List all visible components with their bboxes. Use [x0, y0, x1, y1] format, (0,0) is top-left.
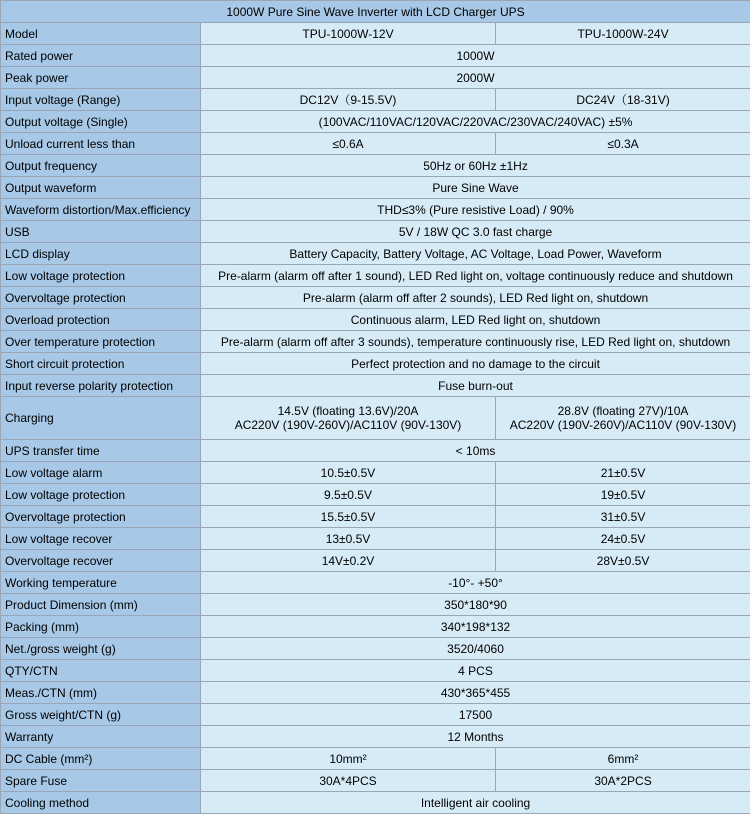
row-value: 50Hz or 60Hz ±1Hz [201, 155, 750, 177]
table-row [1, 550, 750, 572]
row-value-12v: 30A*4PCS [201, 770, 496, 792]
table-row [1, 89, 750, 111]
table-row [1, 748, 750, 770]
row-label: Warranty [1, 726, 201, 748]
table-row [1, 45, 750, 67]
row-value-24v [496, 397, 750, 440]
value-line: AC220V (190V-260V)/AC110V (90V-130V) [234, 418, 462, 432]
row-label: Charging [1, 397, 201, 440]
row-label: QTY/CTN [1, 660, 201, 682]
row-label: Overvoltage protection [1, 506, 201, 528]
value-line: 14.5V (floating 13.6V)/20A [277, 404, 419, 418]
table-row [1, 221, 750, 243]
row-value: Continuous alarm, LED Red light on, shutdown [201, 309, 750, 331]
row-label: UPS transfer time [1, 440, 201, 462]
row-value-24v: 19±0.5V [496, 484, 750, 506]
row-value: (100VAC/110VAC/120VAC/220VAC/230VAC/240VAC) ±5% [201, 111, 750, 133]
row-value: Pre-alarm (alarm off after 1 sound), LED Red light on, voltage continuously reduce and shutdown [201, 265, 750, 287]
row-value-24v: 24±0.5V [496, 528, 750, 550]
table-row [1, 506, 750, 528]
row-value-12v: TPU-1000W-12V [201, 23, 496, 45]
row-value-12v [201, 397, 496, 440]
table-row [1, 199, 750, 221]
row-value-24v: TPU-1000W-24V [496, 23, 750, 45]
row-label: Output waveform [1, 177, 201, 199]
row-label: Rated power [1, 45, 201, 67]
table-row [1, 726, 750, 748]
row-value: Fuse burn-out [201, 375, 750, 397]
row-value: 1000W [201, 45, 750, 67]
table-row [1, 309, 750, 331]
table-row [1, 353, 750, 375]
table-row [1, 704, 750, 726]
row-value: 430*365*455 [201, 682, 750, 704]
row-label: Waveform distortion/Max.efficiency [1, 199, 201, 221]
row-label: Packing (mm) [1, 616, 201, 638]
row-label: Short circuit protection [1, 353, 201, 375]
row-label: Low voltage alarm [1, 462, 201, 484]
row-label: LCD display [1, 243, 201, 265]
table-row [1, 155, 750, 177]
row-value: THD≤3% (Pure resistive Load) / 90% [201, 199, 750, 221]
row-label: USB [1, 221, 201, 243]
row-value: 350*180*90 [201, 594, 750, 616]
table-row [1, 770, 750, 792]
table-row [1, 67, 750, 89]
row-value-12v: ≤0.6A [201, 133, 496, 155]
table-row [1, 133, 750, 155]
table-row [1, 462, 750, 484]
row-value: Pure Sine Wave [201, 177, 750, 199]
table-row [1, 682, 750, 704]
row-value-24v: 21±0.5V [496, 462, 750, 484]
row-label: Input voltage (Range) [1, 89, 201, 111]
value-line: 28.8V (floating 27V)/10A [557, 404, 689, 418]
table-row [1, 265, 750, 287]
table-row [1, 528, 750, 550]
row-value: 17500 [201, 704, 750, 726]
row-label: Low voltage protection [1, 484, 201, 506]
table-row [1, 638, 750, 660]
row-label: Model [1, 23, 201, 45]
table-title: 1000W Pure Sine Wave Inverter with LCD Charger UPS [1, 1, 750, 23]
row-value-12v: 10mm² [201, 748, 496, 770]
table-row [1, 375, 750, 397]
row-value: Intelligent air cooling [201, 792, 750, 814]
row-label: Net./gross weight (g) [1, 638, 201, 660]
table-row [1, 440, 750, 462]
row-value: 3520/4060 [201, 638, 750, 660]
row-value-24v: 30A*2PCS [496, 770, 750, 792]
table-row [1, 572, 750, 594]
table-row [1, 792, 750, 814]
row-value: Pre-alarm (alarm off after 2 sounds), LED Red light on, shutdown [201, 287, 750, 309]
table-row [1, 177, 750, 199]
table-row [1, 243, 750, 265]
table-row [1, 111, 750, 133]
row-label: Low voltage recover [1, 528, 201, 550]
title-row [1, 1, 750, 23]
row-value-12v: 10.5±0.5V [201, 462, 496, 484]
row-label: Working temperature [1, 572, 201, 594]
row-value: 5V / 18W QC 3.0 fast charge [201, 221, 750, 243]
row-value: Battery Capacity, Battery Voltage, AC Voltage, Load Power, Waveform [201, 243, 750, 265]
table-row [1, 484, 750, 506]
row-value: 340*198*132 [201, 616, 750, 638]
row-value: 2000W [201, 67, 750, 89]
table-row [1, 331, 750, 353]
row-label: Output frequency [1, 155, 201, 177]
row-label: Gross weight/CTN (g) [1, 704, 201, 726]
row-label: Low voltage protection [1, 265, 201, 287]
row-label: Input reverse polarity protection [1, 375, 201, 397]
row-value: < 10ms [201, 440, 750, 462]
row-label: Overvoltage recover [1, 550, 201, 572]
row-label: Peak power [1, 67, 201, 89]
row-value-12v: DC12V（9-15.5V) [201, 89, 496, 111]
table-row [1, 287, 750, 309]
row-label: Output voltage (Single) [1, 111, 201, 133]
row-label: Unload current less than [1, 133, 201, 155]
row-label: Cooling method [1, 792, 201, 814]
table-row [1, 616, 750, 638]
row-value-24v: 31±0.5V [496, 506, 750, 528]
table-row [1, 23, 750, 45]
row-value-12v: 9.5±0.5V [201, 484, 496, 506]
row-value-24v: 6mm² [496, 748, 750, 770]
row-value-12v: 15.5±0.5V [201, 506, 496, 528]
row-label: Overvoltage protection [1, 287, 201, 309]
table-row [1, 660, 750, 682]
table-row [1, 397, 750, 440]
row-value-12v: 14V±0.2V [201, 550, 496, 572]
row-label: Overload protection [1, 309, 201, 331]
table-row [1, 594, 750, 616]
row-label: DC Cable (mm²) [1, 748, 201, 770]
row-value: Perfect protection and no damage to the circuit [201, 353, 750, 375]
row-label: Product Dimension (mm) [1, 594, 201, 616]
row-value: -10°- +50° [201, 572, 750, 594]
row-label: Meas./CTN (mm) [1, 682, 201, 704]
row-value-24v: DC24V（18-31V) [496, 89, 750, 111]
row-value: 4 PCS [201, 660, 750, 682]
row-label: Spare Fuse [1, 770, 201, 792]
row-label: Over temperature protection [1, 331, 201, 353]
row-value-24v: 28V±0.5V [496, 550, 750, 572]
row-value: Pre-alarm (alarm off after 3 sounds), temperature continuously rise, LED Red light on, shutdown [201, 331, 750, 353]
value-line: AC220V (190V-260V)/AC110V (90V-130V) [509, 418, 737, 432]
row-value: 12 Months [201, 726, 750, 748]
row-value-12v: 13±0.5V [201, 528, 496, 550]
row-value-24v: ≤0.3A [496, 133, 750, 155]
